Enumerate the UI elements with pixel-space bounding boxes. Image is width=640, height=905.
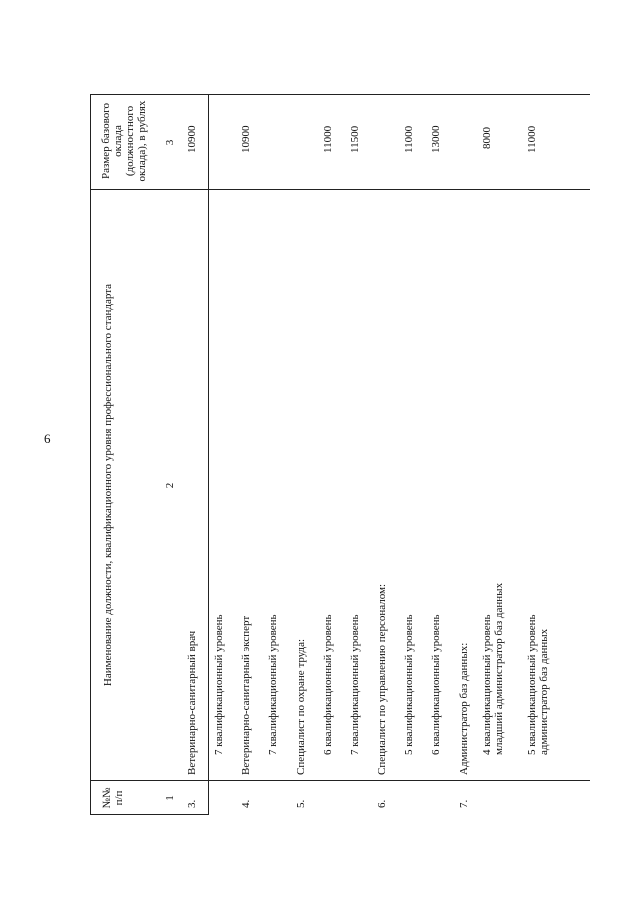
header-bottom-border xyxy=(208,95,209,815)
row-position-name: 5 квалификационный уровень xyxy=(403,614,415,755)
row-position-name: Ветеринарно-санитарный врач xyxy=(186,630,198,775)
row-position-name: 4 квалификационный уровень младший администратор баз данных xyxy=(481,582,505,755)
row-salary: 10900 xyxy=(240,125,252,153)
row-position-name: 7 квалификационный уровень xyxy=(349,614,361,755)
row-position-name: Специалист по охране труда: xyxy=(295,638,307,775)
row-position-name: 6 квалификационный уровень xyxy=(322,614,334,755)
row-salary: 11000 xyxy=(526,125,538,153)
row-number: 7. xyxy=(458,799,470,808)
row-number: 4. xyxy=(240,799,252,808)
salary-table xyxy=(90,95,590,815)
row-position-name: Ветеринарно-санитарный эксперт xyxy=(240,615,252,775)
header-base-salary: Размер базового оклада (должностного оклада), в рублях xyxy=(100,100,148,182)
row-position-name: Администратор баз данных: xyxy=(458,642,470,775)
row-number: 6. xyxy=(376,799,388,808)
column-number-2: 2 xyxy=(164,482,176,489)
row-salary: 13000 xyxy=(430,125,442,153)
row-number: 3. xyxy=(186,799,198,808)
row-position-name: 5 квалификационный уровень администратор баз данных xyxy=(526,614,550,755)
table-left-border xyxy=(90,814,208,815)
row-salary: 11000 xyxy=(322,125,334,153)
header-position-name: Наименование должности, квалификационного уровня профессионального стандарта xyxy=(102,283,114,687)
column-number-1: 1 xyxy=(164,795,176,801)
row-salary: 8000 xyxy=(481,127,493,149)
row-salary: 10900 xyxy=(186,125,198,153)
row-position-name: 6 квалификационный уровень xyxy=(430,614,442,755)
column-number-3: 3 xyxy=(164,139,176,146)
header-number: №№ п/п xyxy=(101,787,125,809)
row-salary: 11000 xyxy=(403,125,415,153)
row-position-name: Специалист по управлению персоналом: xyxy=(376,583,388,775)
table-top-border xyxy=(90,95,91,815)
row-position-name: 7 квалификационный уровень xyxy=(267,614,279,755)
row-number: 5. xyxy=(295,799,307,808)
row-position-name: 7 квалификационный уровень xyxy=(213,614,225,755)
row-salary: 11500 xyxy=(349,125,361,153)
page-number: 6 xyxy=(44,431,51,446)
